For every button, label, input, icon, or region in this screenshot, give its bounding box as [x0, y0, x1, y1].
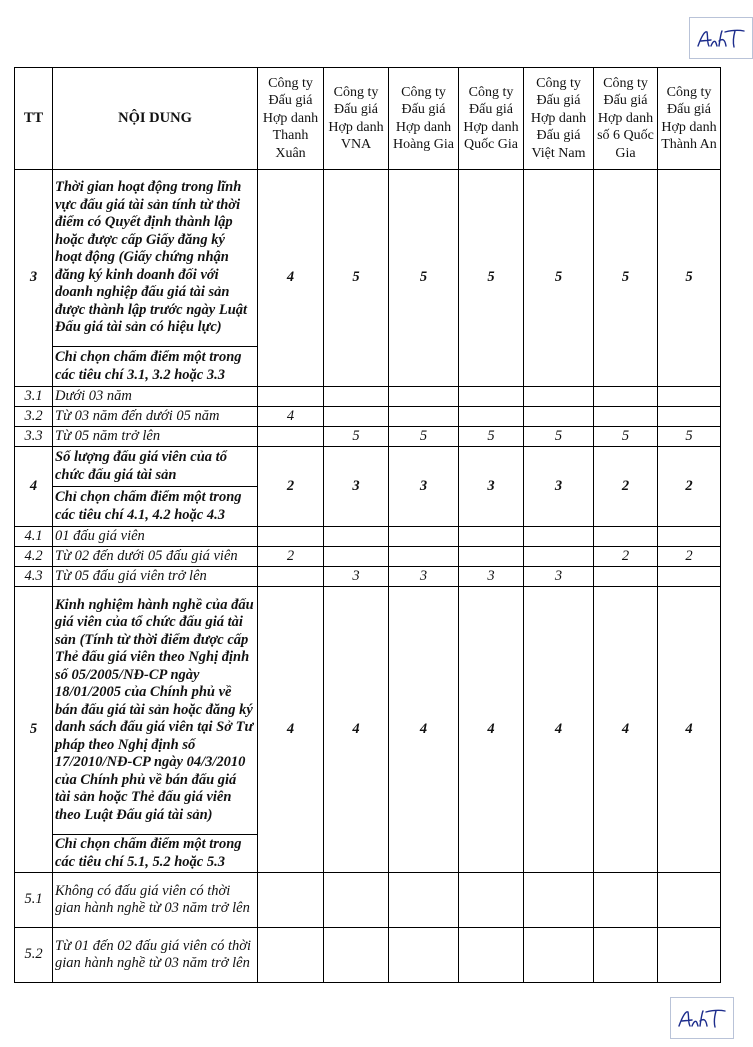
sub-criterion-row: [15, 928, 721, 983]
score-cell: 5: [459, 427, 524, 447]
sub-criterion-number: 4.2: [15, 547, 53, 567]
column-header-company: Công ty Đấu giá Hợp danh Đấu giá Việt Nam: [524, 68, 594, 170]
score-cell: 4: [258, 170, 324, 387]
score-cell: [459, 547, 524, 567]
signature-icon: [676, 1003, 728, 1033]
scoring-table: [14, 67, 721, 983]
criterion-note: Chỉ chọn chấm điểm một trong các tiêu chí 3.1, 3.2 hoặc 3.3: [53, 347, 258, 387]
score-cell: 2: [594, 447, 658, 527]
score-cell: [594, 407, 658, 427]
score-cell: 5: [324, 170, 389, 387]
score-cell: 5: [389, 427, 459, 447]
score-cell: 2: [658, 447, 721, 527]
sub-criterion-row: [15, 427, 721, 447]
score-cell: [389, 527, 459, 547]
score-cell: [658, 567, 721, 587]
sub-criterion-number: 4.3: [15, 567, 53, 587]
criterion-number: 4: [15, 447, 53, 527]
column-header-company: Công ty Đấu giá Hợp danh Thành An: [658, 68, 721, 170]
sub-criterion-label: Từ 05 đấu giá viên trở lên: [53, 567, 258, 587]
score-cell: [258, 928, 324, 983]
score-cell: 3: [459, 567, 524, 587]
sub-criterion-number: 4.1: [15, 527, 53, 547]
column-header-company: Công ty Đấu giá Hợp danh số 6 Quốc Gia: [594, 68, 658, 170]
score-cell: [324, 407, 389, 427]
column-header-company: Công ty Đấu giá Hợp danh VNA: [324, 68, 389, 170]
score-cell: [524, 873, 594, 928]
signature-icon: [695, 23, 747, 53]
score-cell: [594, 873, 658, 928]
score-cell: [459, 387, 524, 407]
score-cell: 4: [594, 587, 658, 873]
score-cell: 3: [389, 447, 459, 527]
score-cell: 5: [324, 427, 389, 447]
score-cell: [524, 407, 594, 427]
score-cell: [658, 928, 721, 983]
score-cell: [594, 928, 658, 983]
sub-criterion-row: [15, 873, 721, 928]
score-cell: [258, 427, 324, 447]
score-cell: [258, 387, 324, 407]
score-cell: [459, 407, 524, 427]
criterion-note: Chỉ chọn chấm điểm một trong các tiêu chí 4.1, 4.2 hoặc 4.3: [53, 487, 258, 527]
score-cell: [594, 527, 658, 547]
signature-stamp-top: [689, 17, 753, 59]
sub-criterion-row: [15, 407, 721, 427]
criterion-number: 5: [15, 587, 53, 873]
score-cell: [258, 527, 324, 547]
score-cell: 3: [524, 447, 594, 527]
sub-criterion-number: 3.3: [15, 427, 53, 447]
column-header-company: Công ty Đấu giá Hợp danh Quốc Gia: [459, 68, 524, 170]
criterion-note: Chỉ chọn chấm điểm một trong các tiêu chí 5.1, 5.2 hoặc 5.3: [53, 835, 258, 873]
score-cell: 5: [524, 427, 594, 447]
column-header-content: NỘI DUNG: [53, 68, 258, 170]
criterion-title: Thời gian hoạt động trong lĩnh vực đấu giá tài sản tính từ thời điểm có Quyết định thành lập hoặc được cấp Giấy đăng ký hoạt động (Giấy chứng nhận đăng ký kinh doanh đối với doanh nghiệp đấu giá tài sản được thành lập trước ngày Luật Đấu giá tài sản có hiệu lực): [53, 170, 258, 347]
score-cell: [389, 547, 459, 567]
score-cell: 4: [258, 587, 324, 873]
score-cell: [324, 873, 389, 928]
score-cell: 2: [258, 547, 324, 567]
sub-criterion-label: Từ 01 đến 02 đấu giá viên có thời gian hành nghề từ 03 năm trở lên: [53, 928, 258, 983]
criterion-number: 3: [15, 170, 53, 387]
score-cell: 2: [658, 547, 721, 567]
sub-criterion-number: 5.1: [15, 873, 53, 928]
score-cell: [524, 928, 594, 983]
sub-criterion-number: 3.2: [15, 407, 53, 427]
sub-criterion-label: Từ 02 đến dưới 05 đấu giá viên: [53, 547, 258, 567]
score-cell: [459, 873, 524, 928]
criterion-title: Số lượng đấu giá viên của tổ chức đấu giá tài sản: [53, 447, 258, 487]
sub-criterion-label: Từ 05 năm trở lên: [53, 427, 258, 447]
score-cell: 5: [658, 170, 721, 387]
score-cell: 3: [459, 447, 524, 527]
header-row: [15, 68, 721, 170]
score-cell: [524, 387, 594, 407]
sub-criterion-row: [15, 567, 721, 587]
sub-criterion-label: Từ 03 năm đến dưới 05 năm: [53, 407, 258, 427]
score-cell: [258, 567, 324, 587]
criterion-row: [15, 170, 721, 347]
score-cell: 4: [389, 587, 459, 873]
sub-criterion-label: 01 đấu giá viên: [53, 527, 258, 547]
score-cell: 5: [459, 170, 524, 387]
sub-criterion-number: 3.1: [15, 387, 53, 407]
score-cell: [324, 547, 389, 567]
score-cell: 5: [594, 427, 658, 447]
score-cell: 5: [658, 427, 721, 447]
score-cell: [594, 567, 658, 587]
score-cell: [524, 547, 594, 567]
column-header-company: Công ty Đấu giá Hợp danh Hoàng Gia: [389, 68, 459, 170]
score-cell: 4: [658, 587, 721, 873]
score-cell: 4: [524, 587, 594, 873]
score-cell: [524, 527, 594, 547]
sub-criterion-label: Không có đấu giá viên có thời gian hành nghề từ 03 năm trở lên: [53, 873, 258, 928]
sub-criterion-label: Dưới 03 năm: [53, 387, 258, 407]
score-cell: 2: [594, 547, 658, 567]
score-cell: 2: [258, 447, 324, 527]
score-cell: [658, 387, 721, 407]
sub-criterion-row: [15, 547, 721, 567]
column-header-company: Công ty Đấu giá Hợp danh Thanh Xuân: [258, 68, 324, 170]
sub-criterion-row: [15, 387, 721, 407]
score-cell: [459, 527, 524, 547]
score-cell: 3: [324, 567, 389, 587]
score-cell: [389, 387, 459, 407]
score-cell: [389, 407, 459, 427]
score-cell: [389, 873, 459, 928]
score-cell: [594, 387, 658, 407]
score-cell: 3: [389, 567, 459, 587]
sub-criterion-row: [15, 527, 721, 547]
score-cell: 5: [524, 170, 594, 387]
signature-stamp-bottom: [670, 997, 734, 1039]
score-cell: [658, 407, 721, 427]
score-cell: [658, 527, 721, 547]
criterion-row: [15, 587, 721, 835]
score-cell: 4: [324, 587, 389, 873]
score-cell: 3: [524, 567, 594, 587]
score-cell: [324, 387, 389, 407]
score-cell: [389, 928, 459, 983]
score-cell: [258, 873, 324, 928]
criterion-title: Kinh nghiệm hành nghề của đấu giá viên của tổ chức đấu giá tài sản (Tính từ thời điểm được cấp Thẻ đấu giá viên theo Nghị định số 05/2005/NĐ-CP ngày 18/01/2005 của Chính phủ về bán đấu giá tài sản hoặc đăng ký danh sách đấu giá viên tại Sở Tư pháp theo Nghị định số 17/2010/NĐ-CP ngày 04/3/2010 của Chính phủ về bán đấu giá tài sản hoặc Thẻ đấu giá viên theo Luật Đấu giá tài sản): [53, 587, 258, 835]
score-cell: [324, 928, 389, 983]
score-cell: [459, 928, 524, 983]
score-cell: 3: [324, 447, 389, 527]
score-cell: 4: [459, 587, 524, 873]
column-header-tt: TT: [15, 68, 53, 170]
score-cell: [658, 873, 721, 928]
score-cell: 5: [389, 170, 459, 387]
score-cell: [324, 527, 389, 547]
score-cell: 4: [258, 407, 324, 427]
criterion-row: [15, 447, 721, 487]
sub-criterion-number: 5.2: [15, 928, 53, 983]
score-cell: 5: [594, 170, 658, 387]
